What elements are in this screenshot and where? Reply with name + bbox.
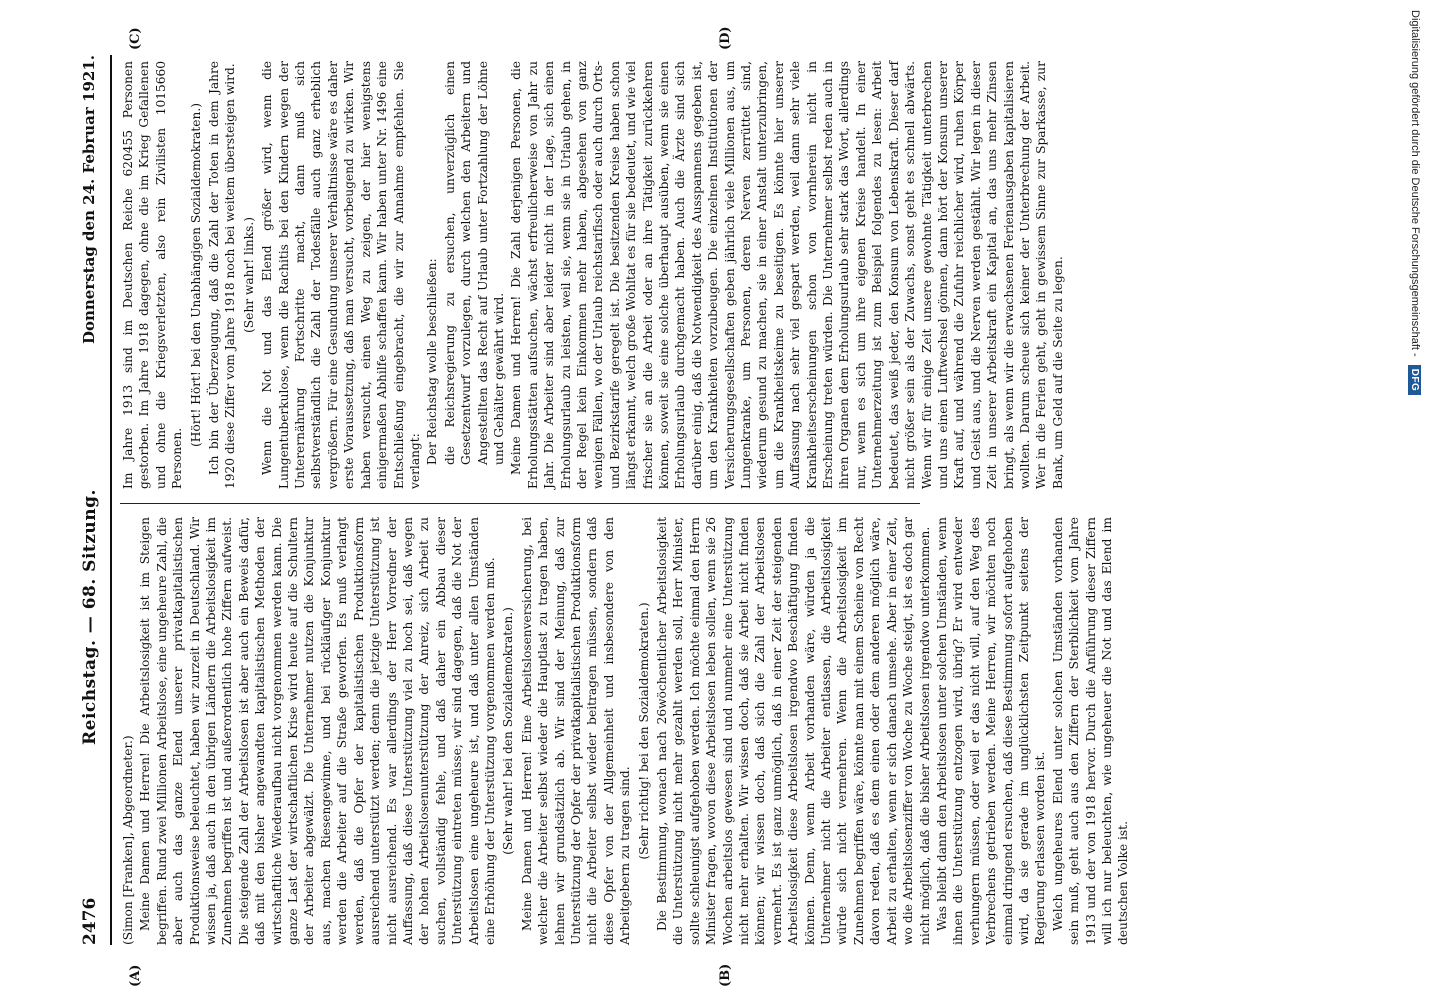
paragraph: Die Bestimmung, wonach nach 26wöchentlicher Arbeitslosigkeit die Unterstützung nicht mehr gezahlt werden soll, Herr Minister, sollte schleunigst aufgehoben werden. Ich möchte einmal den Herrn Minister fragen, wovon diese Arbeitslosen leben sollen, wenn sie 26 Wochen arbeitslos gewesen sind und nunmehr eine Unterstützung nicht mehr erhalten. Wir wissen doch, daß sie Arbeit nicht finden können; wir wissen doch, daß sich die Zahl der Arbeitslosen vermehrt. Es ist ganz unmöglich, daß in einer Zeit der steigenden Arbeitslosigkeit diese Arbeitslosen irgendwo Beschäftigung finden können. Denn, wenn Arbeit vorhanden wäre, würden ja die Unternehmer nicht die Arbeiter entlassen, die Arbeitslosigkeit würde sich nicht vermehren. Wenn die Arbeitslosigkeit im Zunehmen begriffen wäre, könnte man mit einem Scheine von Recht davon reden, daß es dem einen oder dem anderen möglich wäre, Arbeit zu erhalten, wenn er sich danach umsehe. Aber in einer Zeit, wo die Arbeitslosenziffer von Woche zu Woche steigt, ist es doch gar nicht möglich, daß die bisher Arbeitslosen irgendwo unterkommen. [655,517,932,945]
column-divider [120,503,920,504]
paragraph: Meine Damen und Herren! Eine Arbeitslosenversicherung, bei welcher die Arbeiter selbst wieder die Hauptlast zu tragen haben, lehnen wir grundsätzlich ab. Wir sind der Meinung, daß zur Unterstützung der Opfer der privatkapitalistischen Produktionsform nicht die Arbeiter selbst wieder beitragen müssen, sondern daß diese Opfer von der Allgemeinheit und insbesondere von den Arbeitgebern zu tragen sind. [519,517,633,945]
page-number: 2476 [80,897,100,945]
scanned-page [28,26,1338,987]
paragraph: Wenn die Not und das Elend größer wird, wenn die Lungentuberkulose, wenn die Rachitis bei den Kindern wegen der Unterernährung Fortschritte macht, dann muß sich selbstverständlich die Zahl der Todesfälle auch ganz erheblich vergrößern. Für eine Gesundung unserer Verhältnisse wäre es daher erste Voraussetzung, daß man versucht, vorbeugend zu wirken. Wir haben versucht, einen Weg zu zeigen, der hier wenigstens einigermaßen Abhilfe schaffen kann. Wir haben unter Nr. 1496 eine Entschließung eingebracht, die wir zur Annahme empfehlen. Sie verlangt: [260,61,422,489]
dfg-logo: DFG [1409,365,1422,396]
paragraph: (Sehr richtig! bei den Sozialdemokraten.) [636,602,651,860]
margin-mark-d: (D) [718,26,733,50]
margin-mark-b: (B) [718,963,733,987]
paragraph: Im Jahre 1913 sind im Deutschen Reiche 620455 Personen gestorben. Im Jahre 1918 dagegen, ohne die im Krieg Gefallenen und ohne die Kriegsverletzten, also rein Zivilisten 1015660 Personen. [121,61,185,489]
paragraph: die Reichsregierung zu ersuchen, unverzüglich einen Gesetzentwurf vorzulegen, durch welchen den Arbeitern und Angestellten das Recht auf Urlaub unter Fortzahlung der Löhne und Gehälter gewährt wird. [442,61,506,465]
text-column-left [120,517,1133,945]
section-title: Reichstag. — 68. Sitzung. [80,489,100,745]
paragraph: Meine Damen und Herren! Die Zahl derjenigen Personen, die Erholungsstätten aufsuchen, wächst erfreulicherweise von Jahr zu Jahr. Die Arbeiter sind aber leider nicht in der Lage, sich einen Erholungsurlaub zu leisten, weil sie, wenn sie in Urlaub gehen, in der Regel kein Einkommen mehr haben, abgesehen von ganz wenigen Fällen, wo der Urlaub reichstarifisch oder auch durch Orts- und Bezirkstarife geregelt ist. Die besitzenden Kreise haben schon längst erkannt, welch große Wohltat es für sie bedeutet, und wie viel frischer sie an die Arbeit oder an ihre Tätigkeit zurückkehren können, soweit sie eine solche überhaupt ausüben, wenn sie einen Erholungsurlaub durchgemacht haben. Auch die Ärzte sind sich darüber einig, daß die Notwendigkeit des Ausspannens gegeben ist, um den Krankheiten vorzubeugen. Die einzelnen Institutionen der Versicherungsgesellschaften geben jährlich viele Millionen aus, um Lungenkranke, um Personen, deren Nerven zerrüttet sind, wiederum gesund zu machen, sie in einer Anstalt unterzubringen, um die Krankheitskeime zu beseitigen. Es könnte hier unserer Auffassung nach sehr viel gespart werden, weil dann sehr viele Krankheitserscheinungen schon von vornherein nicht in Erscheinung treten würden. Die Unternehmer selbst reden auch in ihren Organen dem Erholungsurlaub sehr stark das Wort, allerdings nur, wenn es sich um ihre eigenen Kreise handelt. In einer Unternehmerzeitung ist zum Beispiel folgendes zu lesen: Arbeit bedeutet, das weiß jeder, den Konsum von Lebenskraft. Dieser darf nicht größer sein als der Zuwachs, sonst geht es schnell abwärts. Wenn wir für einige Zeit unsere gewohnte Tätigkeit unterbrechen und uns einen Luftwechsel gönnen, dann hört der Konsum unserer Kraft auf, und während die Zufuhr reichlicher wird, ruhen Körper und Geist aus, und die Nerven werden gestählt. Wir legen in dieser Zeit in unserer Arbeitskraft ein Kapital an, das uns mehr Zinsen bringt, als wenn wir die erwachsenen Ferienausgaben kapitalisieren wollten. Darum scheue sich keiner der Unterbrechung der Arbeit. Wer in die Ferien geht, geht in gewissem Sinne zur Sparkasse, zur Bank, um Geld auf die Seite zu legen. [509,61,1065,489]
paragraph: (Simon [Franken], Abgeordneter.) [121,735,135,945]
page-header [80,55,106,945]
paragraph: (Sehr wahr! bei den Sozialdemokraten.) [501,607,516,855]
paragraph: Der Reichstag wolle beschließen: [425,258,440,465]
paragraph: Ich bin der Überzeugung, daß die Zahl der Toten in dem Jahre 1920 diese Ziffer vom Jahre 1918 noch bei weitem übersteigen wird. [207,61,238,489]
paragraph: Was bleibt dann den Arbeitslosen unter solchen Umständen, wenn ihnen die Unterstützung entzogen wird, übrig? Er wird entweder verhungern müssen, oder weil er das nicht will, auf den Weg des Verbrechens getrieben werden. Meine Herren, wir möchten noch einmal dringend ersuchen, daß diese Bestimmung sofort aufgehoben wird, da sie gerade im unglücklichsten Zeitpunkt seitens der Regierung erlassen worden ist. [934,517,1048,945]
digitization-credit [1400,10,1430,990]
margin-mark-a: (A) [128,964,143,987]
credit-text: Digitalisierung gefördert durch die Deutsche Forschungsgemeinschaft - [1409,10,1421,357]
paragraph: Meine Damen und Herren! Die Arbeitslosigkeit ist im Steigen begriffen. Rund zwei Millionen Arbeitslose, eine ungeheure Zahl, die aber auch das ganze Elend unserer privatkapitalistischen Produktionsweise beleuchtet, haben wir zurzeit in Deutschland. Wir wissen ja, daß auch in den übrigen Ländern die Arbeitslosigkeit im Zunehmen begriffen ist und außerordentlich hohe Ziffern aufweist. Die steigende Zahl der Arbeitslosen ist aber auch ein Beweis dafür, daß mit den bisher angewandten kapitalistischen Methoden der wirtschaftliche Wiederaufbau nicht vorgenommen werden kann. Die ganze Last der wirtschaftlichen Krise wird heute auf die Schultern der Arbeiter abgewälzt. Die Unternehmer nutzen die Konjunktur aus, machen Riesengewinne, und bei rückläufiger Konjunktur werden die Arbeiter auf die Straße geworfen. Es muß verlangt werden, daß die Opfer der kapitalistischen Produktionsform ausreichend unterstützt werden; denn die jetzige Unterstützung ist nicht ausreichend. Es war allerdings der Herr Vorredner der Auffassung, daß diese Unterstützung viel zu hoch sei, daß wegen der hohen Arbeitslosenunterstützung der Anreiz, sich Arbeit zu suchen, vollständig fehle, und daß daher ein Abbau dieser Unterstützung eintreten müsse; wir sind dagegen, daß die Not der Arbeitslosen eine ungeheure ist, und daß unter allen Umständen eine Erhöhung der Unterstützung vorgenommen werden muß. [138,517,497,945]
header-rule [110,55,112,945]
session-date: Donnerstag den 24. Februar 1921. [80,55,98,345]
paragraph: (Sehr wahr! links.) [241,217,256,333]
text-column-right [120,61,1067,489]
margin-mark-c: (C) [128,27,143,50]
paragraph: Welch ungeheures Elend unter solchen Umständen vorhanden sein muß, geht auch aus den Ziffern der Sterblichkeit vom Jahre 1913 und der von 1918 hervor. Durch die Anführung dieser Ziffern will ich nur beleuchten, wie ungeheuer die Not und das Elend im deutschen Volke ist. [1050,517,1131,945]
paragraph: (Hört! Hört! bei den Unabhängigen Sozialdemokraten.) [188,103,203,447]
